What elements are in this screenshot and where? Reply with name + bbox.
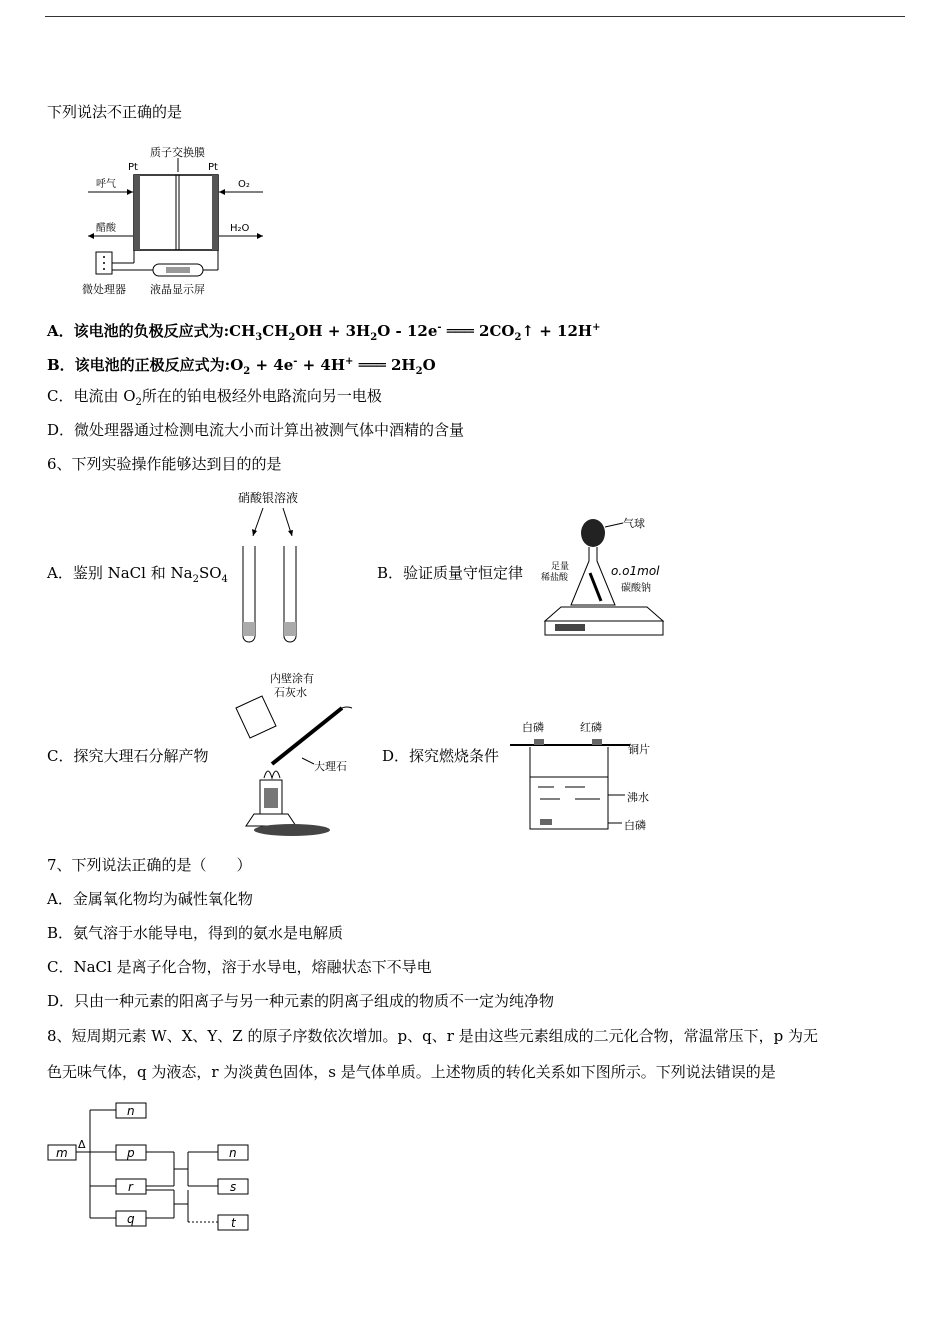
o2-label: O₂ <box>238 179 250 190</box>
combustion-beaker-figure <box>510 717 670 842</box>
balance-flask-figure <box>535 513 675 643</box>
q5-option-a: A．该电池的负极反应式为$:CH_3CH_2OH + 3H_2O - 12e^-$ ═══ $2CO_2↑ + 12H^+$ <box>47 322 601 343</box>
fuel-cell-diagram <box>78 140 278 300</box>
limewater-label-2: 石灰水 <box>274 686 307 699</box>
q6-option-d: D．探究燃烧条件 <box>382 747 500 765</box>
header-rule <box>45 16 905 17</box>
processor-label: 微处理器 <box>82 283 126 296</box>
q5-option-d: D．微处理器通过检测电流大小而计算出被测气体中酒精的含量 <box>47 421 465 439</box>
node-t: t <box>231 1216 236 1230</box>
delta-label: Δ <box>78 1138 86 1151</box>
q6-option-b: B．验证质量守恒定律 <box>377 564 524 582</box>
marble-decomposition-figure <box>232 668 362 843</box>
red-phosphorus-label: 红磷 <box>580 721 602 734</box>
q6-option-a: A．鉴别 NaCl 和 $Na_2SO_4$ <box>47 564 228 585</box>
transformation-diagram <box>46 1098 256 1236</box>
lcd-label: 液晶显示屏 <box>150 283 205 296</box>
test-tubes-figure <box>228 486 328 651</box>
copper-sheet-label: 铜片 <box>628 743 650 756</box>
q7-stem: 7、下列说法正确的是（ ） <box>47 856 252 874</box>
acetic-label: 醋酸 <box>96 223 116 234</box>
acid-label-1: 足量 <box>551 562 570 572</box>
node-m: m <box>56 1146 68 1160</box>
q6-stem: 6、下列实验操作能够达到目的的是 <box>47 455 282 473</box>
white-phosphorus-top-label: 白磷 <box>522 721 544 734</box>
h2o-label: H₂O <box>230 223 250 234</box>
marble-label: 大理石 <box>314 760 347 773</box>
q5-option-b: B．该电池的正极反应式为$:O_2 + 4e^- + 4H^+$ ═══ $2H_2O$ <box>47 356 436 377</box>
node-q: q <box>127 1212 135 1226</box>
q7-option-b: B．氨气溶于水能导电，得到的氨水是电解质 <box>47 924 344 942</box>
sodium-carbonate-label: 碳酸钠 <box>621 583 651 594</box>
balloon-label: 气球 <box>623 517 645 530</box>
node-s: s <box>230 1180 237 1194</box>
node-n-top: n <box>127 1104 135 1118</box>
pt-right-label: Pt <box>208 162 218 173</box>
node-p: p <box>127 1146 135 1160</box>
node-n-right: n <box>229 1146 237 1160</box>
intro-text: 下列说法不正确的是 <box>47 103 183 121</box>
silver-nitrate-label: 硝酸银溶液 <box>238 491 299 505</box>
q5-option-c: C．电流由 $O_2$所在的铂电极经外电路流向另一电极 <box>47 387 382 408</box>
q7-option-c: C．NaCl 是离子化合物，溶于水导电，熔融状态下不导电 <box>47 958 432 976</box>
mol-label: o.o1mol <box>611 564 660 578</box>
limewater-label-1: 内壁涂有 <box>270 672 314 685</box>
pt-left-label: Pt <box>128 162 138 173</box>
acid-label-2: 稀盐酸 <box>541 573 569 583</box>
q7-option-d: D．只由一种元素的阳离子与另一种元素的阴离子组成的物质不一定为纯净物 <box>47 992 555 1010</box>
q6-option-c: C．探究大理石分解产物 <box>47 747 209 765</box>
membrane-label: 质子交换膜 <box>150 146 205 159</box>
white-phosphorus-bottom-label: 白磷 <box>624 819 646 832</box>
boiling-water-label: 沸水 <box>627 791 649 804</box>
node-r: r <box>128 1180 133 1194</box>
q7-option-a: A．金属氧化物均为碱性氧化物 <box>47 890 253 908</box>
q8-stem-line-1: 8、短周期元素 W、X、Y、Z 的原子序数依次增加。p、q、r 是由这些元素组成的二元化合物，常温常压下，p 为无 <box>47 1027 819 1045</box>
breath-label: 呼气 <box>96 179 116 190</box>
q8-stem-line-2: 色无味气体，q 为液态，r 为淡黄色固体，s 是气体单质。上述物质的转化关系如下图所示。下列说法错误的是 <box>47 1063 776 1081</box>
